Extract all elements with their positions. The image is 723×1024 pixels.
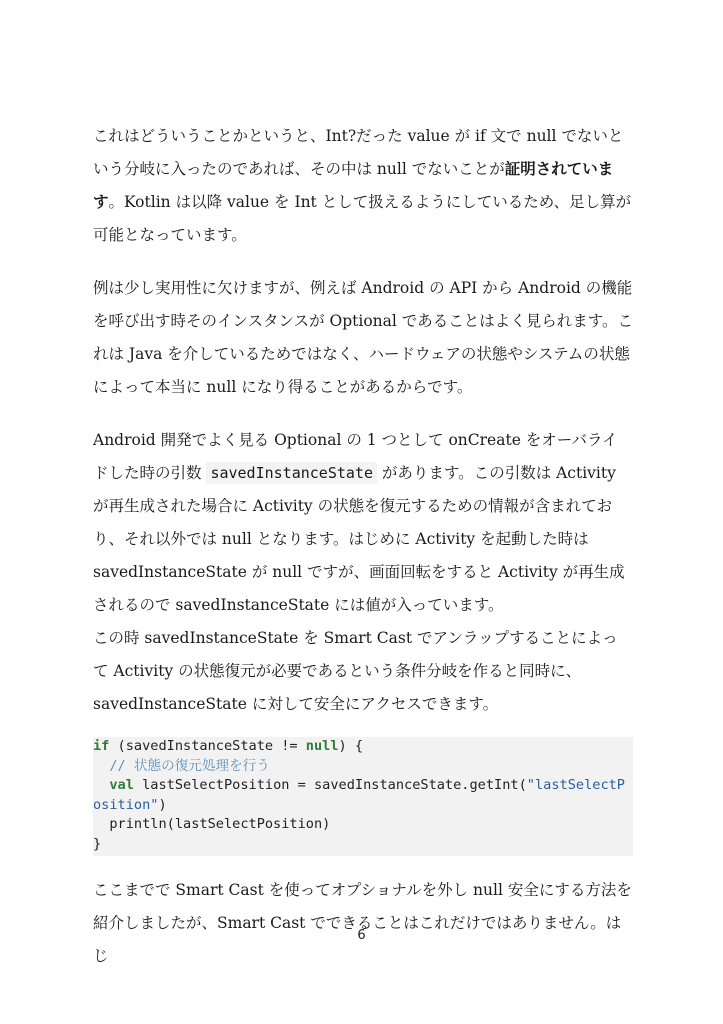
code-block [93,737,633,856]
code-keyword: if [93,738,110,754]
paragraph-text: これはどういうことかというと、Int?だった value が if 文で null でないという分岐に入ったのであれば、その中は null でないことが [93,127,624,178]
code-keyword: val [109,777,134,793]
inline-code: savedInstanceState [206,462,377,484]
code-line [93,737,627,757]
code-indent [93,777,109,793]
code-text: lastSelectPosition = savedInstanceState.getInt( [133,777,527,793]
document-page [93,120,633,973]
paragraph-summary: ここまでで Smart Cast を使ってオプショナルを外し null 安全にする方法を紹介しましたが、Smart Cast でできることはこれだけではありません。はじ [93,881,632,965]
code-line: } [93,835,102,852]
code-line: println(lastSelectPosition) [93,816,331,832]
paragraph-saved-instance-state [93,424,633,622]
emphasis-text: 証明されています [93,160,614,211]
code-comment: // 状態の復元処理を行う [93,757,270,774]
paragraph-smart-cast-explanation [93,120,633,252]
paragraph-android-optional: 例は少し実用性に欠けますが、例えば Android の API から Android の機能を呼び出す時そのインスタンスが Optional であることはよく見られます。これは Java を介しているためではなく、ハードウェアの状態やシステムの状態によって本当に null になり得ることがあるからです。 [93,279,634,396]
code-string: "lastSelectPosition" [93,777,625,813]
code-line [93,776,627,815]
code-text: (savedInstanceState != [109,738,306,754]
paragraph-text: 。Kotlin は以降 value を Int として扱えるようにしているため、足し算が可能となっています。 [93,193,632,244]
code-text: ) { [338,738,364,754]
code-text: ) [158,796,167,813]
page-number: 6 [357,928,366,943]
paragraph-text: Android 開発でよく見る Optional の 1 つとして onCreate をオーバライドした時の引数 [93,431,618,482]
paragraph-text: があります。この引数は Activity が再生成された場合に Activity の状態を復元するための情報が含まれており、それ以外では null となります。はじめに Activity を起動した時は savedInstanceState が null ですが、画面回転をすると Activity が再生成されるので savedInstanceState には値が入っています。 [93,464,625,614]
paragraph-smart-cast-unwrap: この時 savedInstanceState を Smart Cast でアンラップすることによって Activity の状態復元が必要であるという条件分岐を作ると同時に、savedInstanceState に対して安全にアクセスできます。 [93,629,618,713]
code-keyword: null [305,738,339,754]
